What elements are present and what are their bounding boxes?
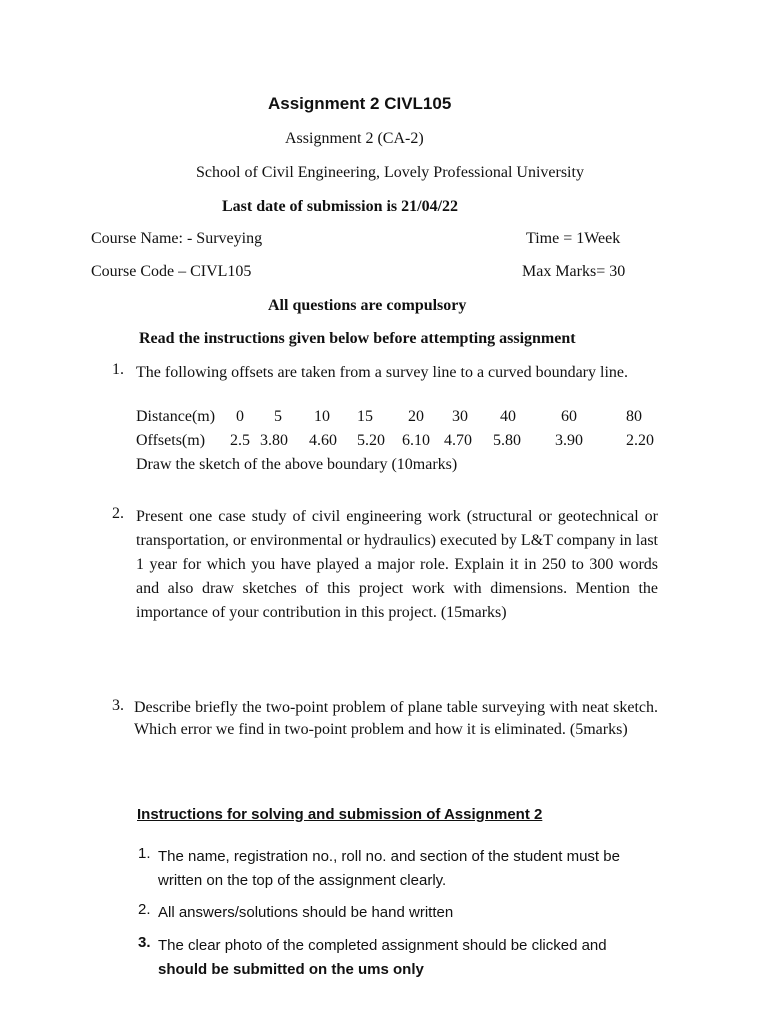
distance-cell: 10 [314, 408, 330, 425]
distance-label: Distance(m) [136, 408, 216, 425]
distance-cell: 80 [626, 408, 642, 425]
compulsory-note: All questions are compulsory [268, 297, 467, 314]
offset-cell: 5.20 [357, 432, 385, 449]
distance-cell: 60 [561, 408, 577, 425]
offset-cell: 2.5 [230, 432, 250, 449]
document-title: Assignment 2 CIVL105 [268, 94, 452, 113]
question-1-intro: The following offsets are taken from a survey line to a curved boundary line. [136, 364, 628, 381]
read-instructions-note: Read the instructions given below before attempting assignment [139, 330, 576, 347]
document-subtitle: Assignment 2 (CA-2) [285, 130, 424, 147]
instruction-item: All answers/solutions should be hand written [158, 904, 454, 921]
distance-cell: 15 [357, 408, 373, 425]
offset-cell: 2.20 [626, 432, 654, 449]
instruction-number: 3. [138, 934, 151, 951]
question-number: 2. [112, 505, 124, 522]
max-marks: Max Marks= 30 [522, 263, 626, 280]
offset-cell: 4.70 [444, 432, 472, 449]
course-code: Course Code – CIVL105 [91, 263, 252, 280]
instruction-item-bold-text: should be submitted on the ums only [158, 961, 424, 978]
instruction-number: 2. [138, 901, 151, 918]
school-name: School of Civil Engineering, Lovely Professional University [196, 164, 584, 181]
distance-cell: 20 [408, 408, 424, 425]
offset-cell: 6.10 [402, 432, 430, 449]
course-name: Course Name: - Surveying [91, 230, 263, 247]
instruction-number: 1. [138, 845, 151, 862]
distance-cell: 0 [236, 408, 244, 425]
distance-cell: 40 [500, 408, 516, 425]
distance-cell: 30 [452, 408, 468, 425]
instruction-item: The name, registration no., roll no. and section of the student must be written on the top of the assignment clearly. [158, 848, 620, 889]
submission-deadline: Last date of submission is 21/04/22 [222, 198, 459, 215]
offsets-row [136, 432, 661, 456]
offsets-table [136, 408, 661, 456]
distance-cell: 5 [274, 408, 282, 425]
question-2-text: Present one case study of civil engineering work (structural or geotechnical or transportation, or environmental or hydraulics) executed by L&T company in last 1 year for which you have played a major role. Explain it in 250 to 300 words and also draw sketches of this project work with dimensions. Mention the importance of your contribution in this project. (15marks) [136, 508, 658, 621]
instruction-item-text: The clear photo of the completed assignment should be clicked and [158, 937, 607, 954]
question-3-text: Describe briefly the two-point problem of plane table surveying with neat sketch. Which error we find in two-point problem and how it is eliminated. (5marks) [134, 699, 658, 738]
time-limit: Time = 1Week [526, 230, 621, 247]
question-1-task: Draw the sketch of the above boundary (10marks) [136, 456, 458, 473]
offset-cell: 3.80 [260, 432, 288, 449]
offsets-label: Offsets(m) [136, 432, 206, 449]
question-number: 1. [112, 361, 124, 378]
offset-cell: 3.90 [555, 432, 583, 449]
offset-cell: 5.80 [493, 432, 521, 449]
question-number: 3. [112, 697, 124, 714]
distance-row [136, 408, 661, 432]
offset-cell: 4.60 [309, 432, 337, 449]
instructions-heading: Instructions for solving and submission of Assignment 2 [137, 806, 543, 823]
instruction-item [158, 934, 658, 982]
